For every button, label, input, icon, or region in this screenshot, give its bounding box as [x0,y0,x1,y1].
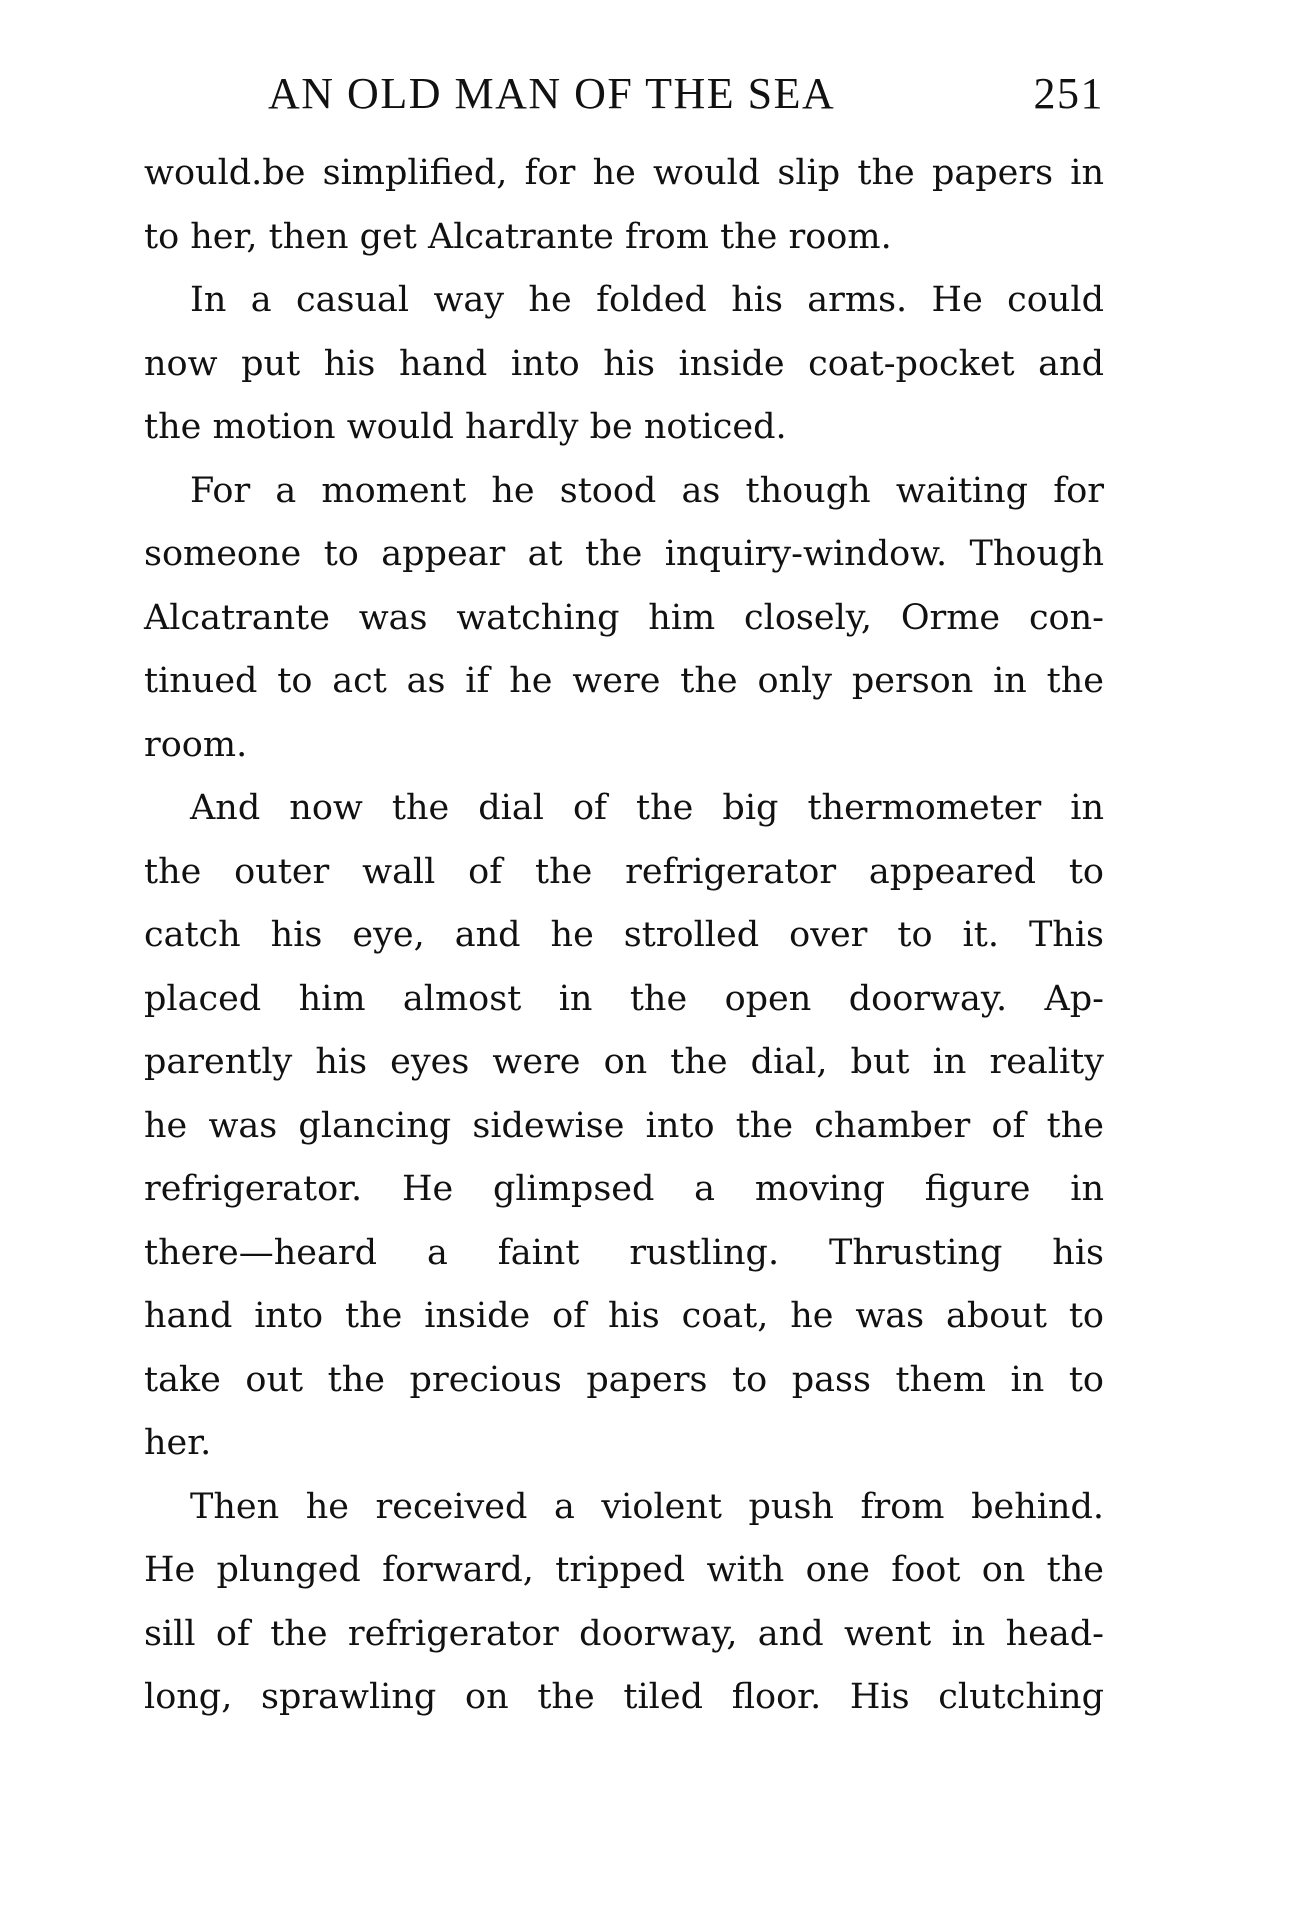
page-number: 251 [1033,69,1104,118]
text-line: her. [144,1423,212,1463]
text-line: there—heard a faint rustling. Thrusting his [144,1232,1104,1273]
text-line: For a moment he stood as though waiting for [190,470,1104,511]
text-line: someone to appear at the inquiry-window. Though [144,534,1104,574]
text-line: Then he received a violent push from behind. [190,1486,1104,1527]
text-line: He plunged forward, tripped with one foot on the [144,1550,1104,1590]
text-line: the outer wall of the refrigerator appeared to [144,851,1104,892]
page-header [144,68,1104,124]
text-line: to her, then get Alcatrante from the room. [144,216,892,257]
text-line: catch his eye, and he strolled over to it. This [144,915,1104,955]
text-line: And now the dial of the big thermometer in [190,788,1104,828]
text-line: hand into the inside of his coat, he was about to [144,1296,1104,1336]
text-line: he was glancing sidewise into the chamber of the [144,1105,1104,1146]
text-line: tinued to act as if he were the only person in the [144,661,1104,701]
body-text [144,142,1104,1730]
text-line: take out the precious papers to pass them in to [144,1359,1104,1400]
text-line: placed him almost in the open doorway. Ap- [144,978,1104,1019]
text-line: refrigerator. He glimpsed a moving figure in [144,1169,1104,1209]
text-line: the motion would hardly be noticed. [144,407,787,447]
text-line: In a casual way he folded his arms. He could [190,280,1104,320]
text-line: now put his hand into his inside coat-pocket and [144,343,1104,384]
running-head: AN OLD MAN OF THE SEA [268,69,836,118]
text-line: Alcatrante was watching him closely, Orme con- [144,597,1104,638]
text-line: long, sprawling on the tiled floor. His clutching [144,1677,1104,1717]
text-line: room. [144,724,248,765]
text-line: sill of the refrigerator doorway, and went in head- [144,1613,1104,1654]
text-line: would.be simplified, for he would slip the papers in [144,153,1104,193]
text-line: parently his eyes were on the dial, but in reality [144,1042,1104,1082]
